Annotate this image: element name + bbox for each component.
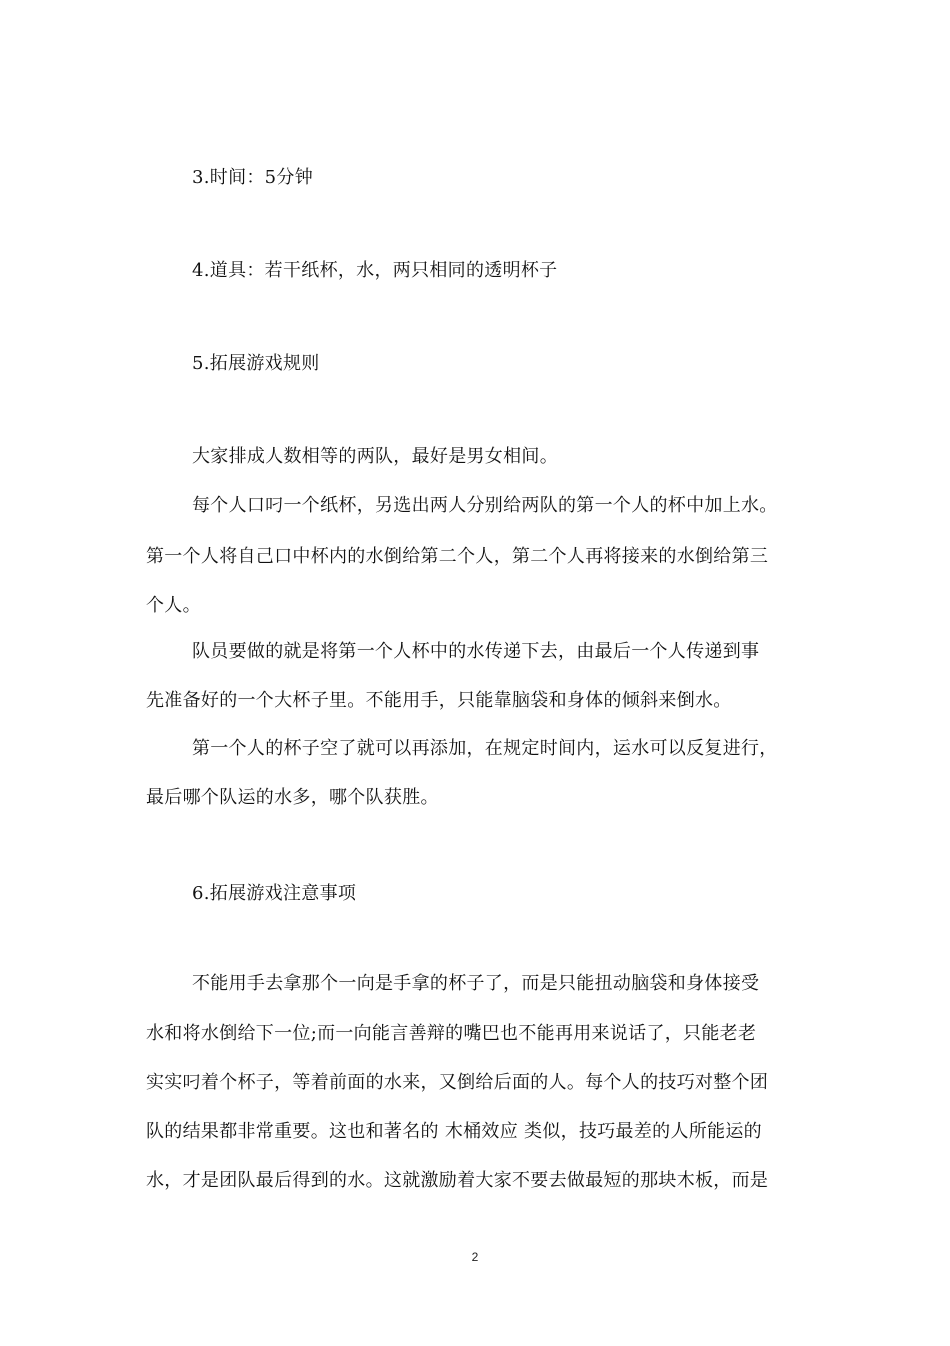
rules-paragraph-3-line-1: 队员要做的就是将第一个人杯中的水传递下去，由最后一个人传递到事 (192, 641, 760, 662)
notes-line-5: 水，才是团队最后得到的水。这就激励着大家不要去做最短的那块木板，而是 (146, 1170, 769, 1191)
rules-paragraph-2-line-2: 第一个人将自己口中杯内的水倒给第二个人，第二个人再将接来的水倒给第三 (146, 546, 769, 567)
rules-paragraph-4-line-1: 第一个人的杯子空了就可以再添加，在规定时间内，运水可以反复进行， (192, 738, 778, 759)
heading-rules: 5.拓展游戏规则 (192, 353, 320, 374)
rules-paragraph-2-line-1: 每个人口叼一个纸杯，另选出两人分别给两队的第一个人的杯中加上水。 (192, 495, 778, 516)
rules-paragraph-4-line-2: 最后哪个队运的水多，哪个队获胜。 (146, 787, 439, 808)
notes-line-3: 实实叼着个杯子，等着前面的水来，又倒给后面的人。每个人的技巧对整个团 (146, 1072, 769, 1093)
heading-notes: 6.拓展游戏注意事项 (192, 883, 357, 904)
rules-paragraph-1: 大家排成人数相等的两队，最好是男女相间。 (192, 446, 558, 467)
notes-line-2: 水和将水倒给下一位;而一向能言善辩的嘴巴也不能再用来说话了，只能老老 (146, 1023, 757, 1044)
notes-line-4: 队的结果都非常重要。这也和著名的 木桶效应 类似，技巧最差的人所能运的 (146, 1121, 762, 1142)
heading-props: 4.道具：若干纸杯，水，两只相同的透明杯子 (192, 260, 558, 281)
notes-line-1: 不能用手去拿那个一向是手拿的杯子了，而是只能扭动脑袋和身体接受 (192, 973, 760, 994)
page-number: 2 (471, 1250, 479, 1264)
rules-paragraph-2-line-3: 个人。 (146, 595, 201, 616)
rules-paragraph-3-line-2: 先准备好的一个大杯子里。不能用手，只能靠脑袋和身体的倾斜来倒水。 (146, 690, 732, 711)
heading-time: 3.时间：5分钟 (192, 167, 314, 188)
